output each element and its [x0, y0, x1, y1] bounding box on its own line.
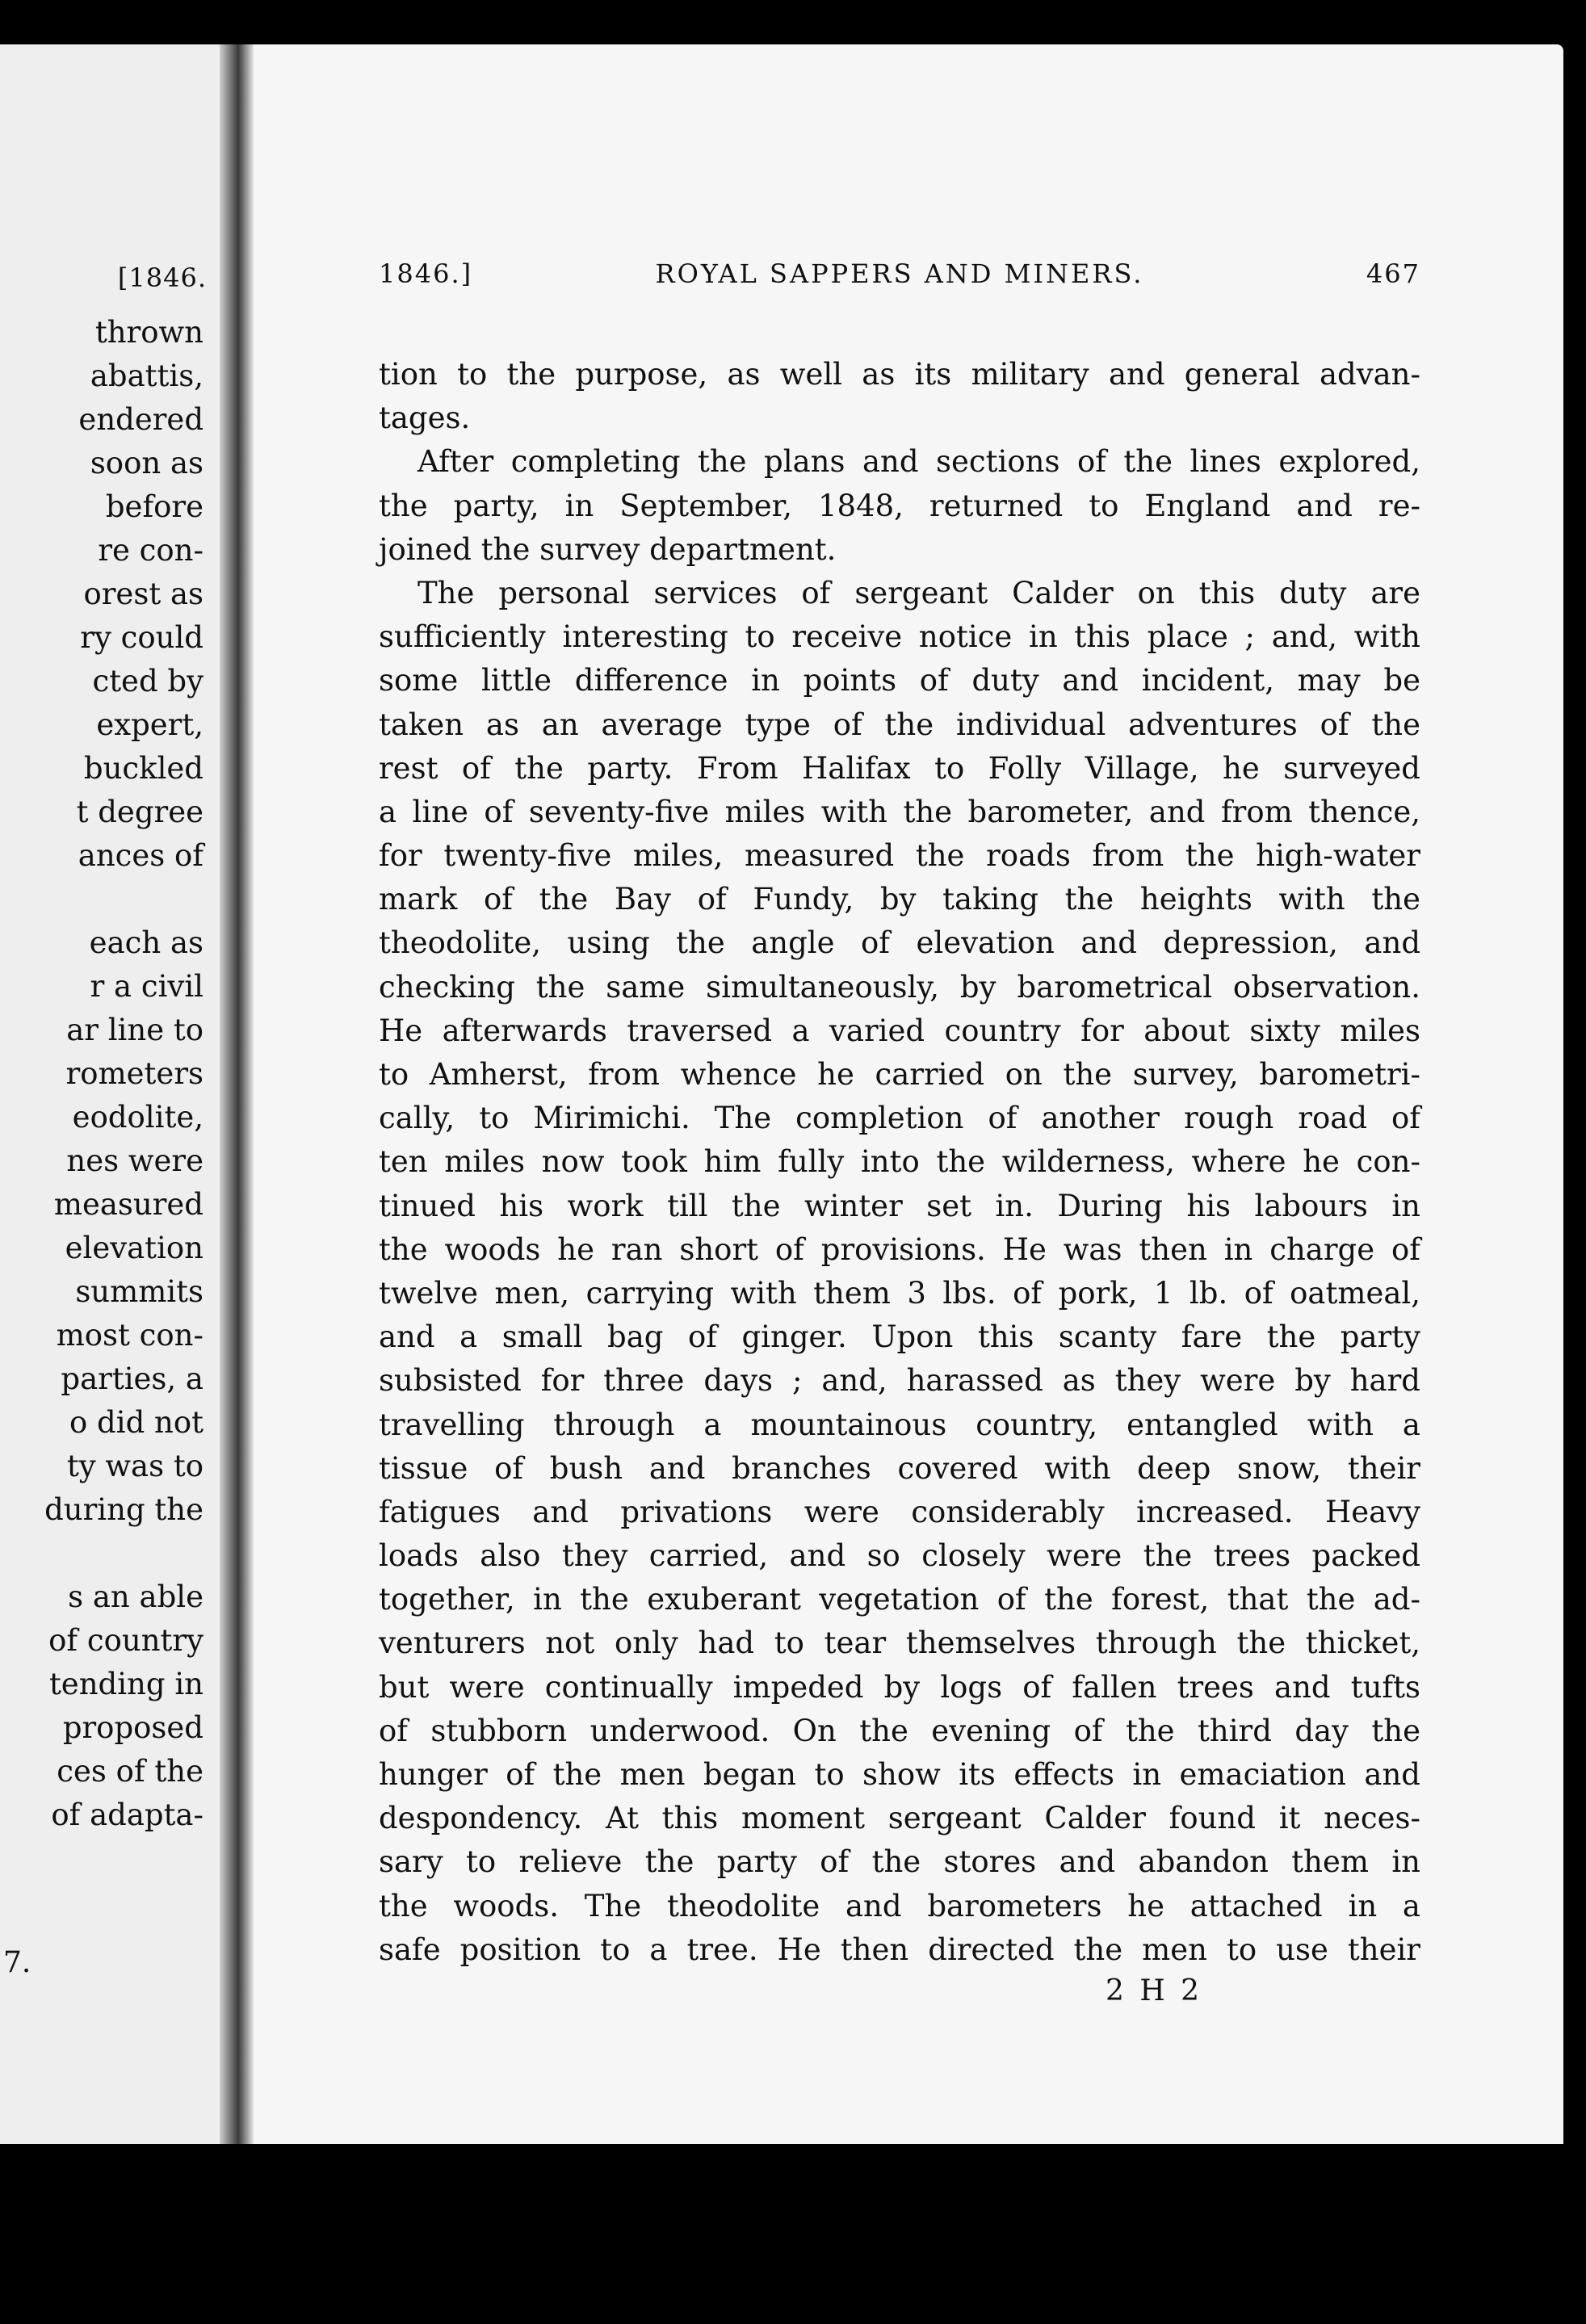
text-line: hunger of the men began to show its effects in emaciation and — [379, 1757, 1420, 1792]
left-text-line: ces of the — [57, 1754, 203, 1789]
left-text-line: ances of — [78, 838, 203, 873]
left-text-line — [44, 878, 203, 921]
body-text — [379, 353, 1420, 1972]
text-line: fatigues and privations were considerably increased. Heavy — [379, 1494, 1420, 1529]
text-line: and a small bag of ginger. Upon this scanty fare the party — [379, 1319, 1420, 1355]
running-head-year: 1846.] — [379, 258, 473, 289]
text-line: twelve men, carrying with them 3 lbs. of pork, 1 lb. of oatmeal, — [379, 1275, 1420, 1311]
text-line: of stubborn underwood. On the evening of the third day the — [379, 1713, 1420, 1748]
left-text-line: ry could — [80, 620, 203, 655]
running-head — [379, 258, 1420, 299]
left-text-line: abattis, — [90, 359, 203, 393]
signature-mark: 2 H 2 — [1106, 1974, 1203, 2007]
right-page — [254, 44, 1563, 2144]
left-text-line: r a civil — [90, 969, 203, 1004]
text-line: tissue of bush and branches covered with deep snow, their — [379, 1450, 1420, 1486]
left-running-head: [1846. — [117, 262, 207, 293]
text-line: to Amherst, from whence he carried on the survey, barometri- — [379, 1057, 1420, 1092]
left-text-line: o did not — [69, 1405, 203, 1440]
text-line: The personal services of sergeant Calder on this duty are — [417, 575, 1420, 610]
text-line: despondency. At this moment sergeant Calder found it neces- — [379, 1801, 1420, 1836]
text-line: sary to relieve the party of the stores and abandon them in — [379, 1844, 1420, 1880]
text-line: travelling through a mountainous country, entangled with a — [379, 1407, 1420, 1442]
left-text-line: cted by — [92, 664, 203, 698]
text-line: cally, to Mirimichi. The completion of another rough road of — [379, 1101, 1420, 1136]
left-text-line: rometers — [65, 1056, 203, 1091]
text-line: together, in the exuberant vegetation of the forest, that the ad- — [379, 1582, 1420, 1617]
left-text-line: nes were — [66, 1143, 203, 1178]
left-text-line: ar line to — [66, 1013, 203, 1047]
left-text-line: during the — [44, 1492, 203, 1527]
running-head-title: ROYAL SAPPERS AND MINERS. — [655, 258, 1144, 289]
left-text-line: most con- — [56, 1318, 203, 1353]
text-line: the woods. The theodolite and barometers he attached in a — [379, 1888, 1420, 1923]
left-text-line: summits — [75, 1274, 203, 1309]
text-line: sufficiently interesting to receive notice in this place ; and, with — [379, 619, 1420, 655]
page-number: 467 — [1366, 258, 1420, 289]
text-line: but were continually impeded by logs of fallen trees and tufts — [379, 1669, 1420, 1705]
text-line: for twenty-five miles, measured the roads from the high-water — [379, 838, 1420, 874]
text-line: safe position to a tree. He then directed the men to use their — [379, 1932, 1420, 1967]
text-line: He afterwards traversed a varied country for about sixty miles — [379, 1013, 1420, 1048]
text-line: venturers not only had to tear themselves through the thicket, — [379, 1626, 1420, 1661]
left-text-line: re con- — [98, 533, 203, 568]
text-line: tages. — [379, 401, 471, 436]
text-line: After completing the plans and sections of the lines explored, — [417, 444, 1420, 480]
left-page — [0, 44, 220, 2144]
left-text-line — [44, 1532, 203, 1575]
left-text-line: of adapta- — [51, 1798, 203, 1832]
text-line: a line of seventy-five miles with the barometer, and from thence, — [379, 794, 1420, 829]
text-line: subsisted for three days ; and, harassed as they were by hard — [379, 1363, 1420, 1399]
left-text-line: orest as — [83, 577, 203, 611]
text-line: some little difference in points of duty and incident, may be — [379, 663, 1420, 698]
left-text-line: s an able — [68, 1579, 203, 1614]
left-page-footer: 7. — [3, 1946, 31, 1979]
left-text-line: elevation — [65, 1231, 203, 1265]
text-line: loads also they carried, and so closely were the trees packed — [379, 1538, 1420, 1574]
left-text-line: thrown — [94, 315, 203, 350]
text-line: ten miles now took him fully into the wilderness, where he con- — [379, 1144, 1420, 1180]
book-gutter — [220, 44, 254, 2144]
text-line: the party, in September, 1848, returned to England and re- — [379, 488, 1420, 523]
text-line: rest of the party. From Halifax to Folly Village, he surveyed — [379, 750, 1420, 786]
left-text-line: proposed — [62, 1710, 203, 1745]
text-line: theodolite, using the angle of elevation and depression, and — [379, 925, 1420, 961]
left-text-line: ty was to — [66, 1449, 203, 1483]
text-line: joined the survey department. — [379, 531, 837, 567]
left-text-line: before — [105, 489, 203, 524]
text-line: the woods he ran short of provisions. He was then in charge of — [379, 1231, 1420, 1267]
left-text-line: each as — [89, 925, 203, 960]
text-line: tion to the purpose, as well as its military and general advan- — [379, 357, 1420, 392]
left-text-line: tending in — [48, 1667, 203, 1701]
left-text-line: endered — [78, 402, 203, 437]
left-text-line: measured — [53, 1187, 203, 1222]
left-text-line: of country — [48, 1623, 203, 1658]
text-line: taken as an average type of the individual adventures of the — [379, 707, 1420, 742]
left-text-line: eodolite, — [72, 1100, 203, 1135]
text-line: tinued his work till the winter set in. During his labours in — [379, 1188, 1420, 1223]
left-text-line: expert, — [96, 707, 203, 742]
left-text-line: parties, a — [61, 1361, 203, 1396]
left-text-line: t degree — [76, 795, 203, 829]
left-page-text — [44, 311, 203, 1837]
text-line: checking the same simultaneously, by barometrical observation. — [379, 969, 1420, 1005]
left-text-line: buckled — [83, 751, 203, 786]
text-line: mark of the Bay of Fundy, by taking the heights with the — [379, 882, 1420, 917]
left-text-line: soon as — [90, 446, 203, 480]
